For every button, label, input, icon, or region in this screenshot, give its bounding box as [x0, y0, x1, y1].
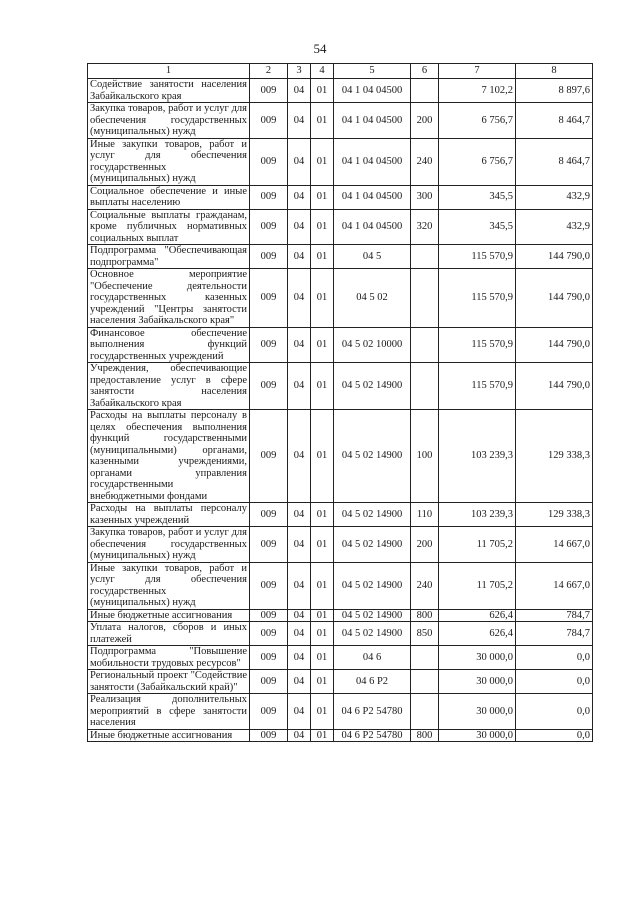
row-name-cell: Иные закупки товаров, работ и услуг для обеспечения государственных (муниципальных) нужд — [88, 138, 250, 185]
expense-type-cell: 200 — [411, 103, 439, 139]
subsection-cell: 01 — [311, 670, 334, 694]
admin-code-cell: 009 — [250, 609, 288, 622]
table-row — [88, 103, 593, 139]
amount-year2-cell: 432,9 — [516, 185, 593, 209]
admin-code-cell: 009 — [250, 138, 288, 185]
target-article-cell: 04 1 04 04500 — [334, 209, 411, 245]
row-name-cell: Содействие занятости населения Забайкальского края — [88, 79, 250, 103]
expense-type-cell — [411, 363, 439, 410]
expense-type-cell: 100 — [411, 410, 439, 503]
amount-year2-cell: 0,0 — [516, 694, 593, 730]
amount-year1-cell: 30 000,0 — [439, 646, 516, 670]
table-row — [88, 622, 593, 646]
amount-year2-cell: 129 338,3 — [516, 410, 593, 503]
subsection-cell: 01 — [311, 527, 334, 563]
table-row — [88, 670, 593, 694]
row-name-cell: Подпрограмма "Повышение мобильности трудовых ресурсов" — [88, 646, 250, 670]
subsection-cell: 01 — [311, 410, 334, 503]
budget-table — [87, 63, 593, 742]
admin-code-cell: 009 — [250, 363, 288, 410]
target-article-cell: 04 5 02 14900 — [334, 410, 411, 503]
row-name-cell: Закупка товаров, работ и услуг для обеспечения государственных (муниципальных) нужд — [88, 103, 250, 139]
amount-year1-cell: 11 705,2 — [439, 527, 516, 563]
amount-year1-cell: 345,5 — [439, 209, 516, 245]
target-article-cell: 04 5 02 14900 — [334, 622, 411, 646]
admin-code-cell: 009 — [250, 269, 288, 328]
subsection-cell: 01 — [311, 622, 334, 646]
column-header: 1 — [88, 64, 250, 79]
amount-year1-cell: 115 570,9 — [439, 269, 516, 328]
table-row — [88, 694, 593, 730]
target-article-cell: 04 5 — [334, 245, 411, 269]
expense-type-cell — [411, 245, 439, 269]
section-cell: 04 — [288, 103, 311, 139]
amount-year2-cell: 144 790,0 — [516, 327, 593, 363]
target-article-cell: 04 5 02 14900 — [334, 609, 411, 622]
section-cell: 04 — [288, 694, 311, 730]
table-row — [88, 410, 593, 503]
expense-type-cell: 200 — [411, 527, 439, 563]
amount-year2-cell: 144 790,0 — [516, 363, 593, 410]
row-name-cell: Финансовое обеспечение выполнения функций государственных учреждений — [88, 327, 250, 363]
target-article-cell: 04 1 04 04500 — [334, 185, 411, 209]
section-cell: 04 — [288, 503, 311, 527]
section-cell: 04 — [288, 609, 311, 622]
amount-year1-cell: 30 000,0 — [439, 729, 516, 742]
row-name-cell: Региональный проект "Содействие занятости (Забайкальский край)" — [88, 670, 250, 694]
target-article-cell: 04 1 04 04500 — [334, 79, 411, 103]
amount-year1-cell: 6 756,7 — [439, 103, 516, 139]
admin-code-cell: 009 — [250, 185, 288, 209]
subsection-cell: 01 — [311, 729, 334, 742]
target-article-cell: 04 6 P2 — [334, 670, 411, 694]
subsection-cell: 01 — [311, 503, 334, 527]
table-row — [88, 209, 593, 245]
amount-year1-cell: 345,5 — [439, 185, 516, 209]
row-name-cell: Уплата налогов, сборов и иных платежей — [88, 622, 250, 646]
expense-type-cell: 850 — [411, 622, 439, 646]
column-header: 3 — [288, 64, 311, 79]
row-name-cell: Учреждения, обеспечивающие предоставление услуг в сфере занятости населения Забайкальского края — [88, 363, 250, 410]
section-cell: 04 — [288, 138, 311, 185]
amount-year2-cell: 129 338,3 — [516, 503, 593, 527]
subsection-cell: 01 — [311, 609, 334, 622]
amount-year2-cell: 14 667,0 — [516, 562, 593, 609]
amount-year1-cell: 115 570,9 — [439, 245, 516, 269]
admin-code-cell: 009 — [250, 327, 288, 363]
amount-year1-cell: 6 756,7 — [439, 138, 516, 185]
expense-type-cell: 800 — [411, 609, 439, 622]
row-name-cell: Иные бюджетные ассигнования — [88, 729, 250, 742]
admin-code-cell: 009 — [250, 729, 288, 742]
subsection-cell: 01 — [311, 245, 334, 269]
target-article-cell: 04 5 02 14900 — [334, 527, 411, 563]
subsection-cell: 01 — [311, 694, 334, 730]
amount-year2-cell: 144 790,0 — [516, 245, 593, 269]
row-name-cell: Закупка товаров, работ и услуг для обеспечения государственных (муниципальных) нужд — [88, 527, 250, 563]
admin-code-cell: 009 — [250, 670, 288, 694]
table-row — [88, 562, 593, 609]
row-name-cell: Расходы на выплаты персоналу в целях обеспечения выполнения функций государственными (муниципальными) органами, казенными учреждениями, органами управления государственными внебюджетными фондами — [88, 410, 250, 503]
column-header: 6 — [411, 64, 439, 79]
expense-type-cell — [411, 79, 439, 103]
subsection-cell: 01 — [311, 327, 334, 363]
row-name-cell: Социальное обеспечение и иные выплаты населению — [88, 185, 250, 209]
table-row — [88, 503, 593, 527]
table-row — [88, 646, 593, 670]
admin-code-cell: 009 — [250, 79, 288, 103]
expense-type-cell — [411, 327, 439, 363]
subsection-cell: 01 — [311, 209, 334, 245]
section-cell: 04 — [288, 729, 311, 742]
table-row — [88, 527, 593, 563]
amount-year1-cell: 7 102,2 — [439, 79, 516, 103]
row-name-cell: Иные закупки товаров, работ и услуг для обеспечения государственных (муниципальных) нужд — [88, 562, 250, 609]
admin-code-cell: 009 — [250, 103, 288, 139]
section-cell: 04 — [288, 670, 311, 694]
subsection-cell: 01 — [311, 103, 334, 139]
subsection-cell: 01 — [311, 138, 334, 185]
admin-code-cell: 009 — [250, 410, 288, 503]
expense-type-cell — [411, 646, 439, 670]
admin-code-cell: 009 — [250, 646, 288, 670]
amount-year2-cell: 8 897,6 — [516, 79, 593, 103]
amount-year1-cell: 103 239,3 — [439, 410, 516, 503]
row-name-cell: Социальные выплаты гражданам, кроме публичных нормативных социальных выплат — [88, 209, 250, 245]
admin-code-cell: 009 — [250, 694, 288, 730]
section-cell: 04 — [288, 410, 311, 503]
row-name-cell: Расходы на выплаты персоналу казенных учреждений — [88, 503, 250, 527]
target-article-cell: 04 5 02 14900 — [334, 363, 411, 410]
expense-type-cell — [411, 670, 439, 694]
target-article-cell: 04 6 — [334, 646, 411, 670]
expense-type-cell — [411, 269, 439, 328]
table-row — [88, 138, 593, 185]
section-cell: 04 — [288, 527, 311, 563]
subsection-cell: 01 — [311, 79, 334, 103]
amount-year1-cell: 115 570,9 — [439, 363, 516, 410]
amount-year2-cell: 8 464,7 — [516, 138, 593, 185]
amount-year2-cell: 14 667,0 — [516, 527, 593, 563]
column-header: 2 — [250, 64, 288, 79]
expense-type-cell: 320 — [411, 209, 439, 245]
table-row — [88, 327, 593, 363]
target-article-cell: 04 1 04 04500 — [334, 138, 411, 185]
expense-type-cell: 800 — [411, 729, 439, 742]
amount-year1-cell: 103 239,3 — [439, 503, 516, 527]
target-article-cell: 04 5 02 14900 — [334, 503, 411, 527]
amount-year2-cell: 0,0 — [516, 670, 593, 694]
section-cell: 04 — [288, 185, 311, 209]
amount-year2-cell: 0,0 — [516, 729, 593, 742]
section-cell: 04 — [288, 209, 311, 245]
amount-year1-cell: 626,4 — [439, 609, 516, 622]
amount-year1-cell: 30 000,0 — [439, 694, 516, 730]
section-cell: 04 — [288, 79, 311, 103]
table-row — [88, 79, 593, 103]
subsection-cell: 01 — [311, 363, 334, 410]
subsection-cell: 01 — [311, 185, 334, 209]
section-cell: 04 — [288, 269, 311, 328]
amount-year2-cell: 432,9 — [516, 209, 593, 245]
section-cell: 04 — [288, 646, 311, 670]
page-number: 54 — [313, 41, 327, 56]
amount-year2-cell: 784,7 — [516, 622, 593, 646]
expense-type-cell: 240 — [411, 138, 439, 185]
table-row — [88, 609, 593, 622]
column-header: 5 — [334, 64, 411, 79]
section-cell: 04 — [288, 363, 311, 410]
subsection-cell: 01 — [311, 269, 334, 328]
admin-code-cell: 009 — [250, 209, 288, 245]
table-row — [88, 245, 593, 269]
section-cell: 04 — [288, 622, 311, 646]
amount-year2-cell: 0,0 — [516, 646, 593, 670]
section-cell: 04 — [288, 245, 311, 269]
admin-code-cell: 009 — [250, 503, 288, 527]
target-article-cell: 04 5 02 10000 — [334, 327, 411, 363]
admin-code-cell: 009 — [250, 527, 288, 563]
expense-type-cell — [411, 694, 439, 730]
target-article-cell: 04 6 P2 54780 — [334, 729, 411, 742]
amount-year2-cell: 144 790,0 — [516, 269, 593, 328]
target-article-cell: 04 5 02 — [334, 269, 411, 328]
column-header: 4 — [311, 64, 334, 79]
amount-year1-cell: 11 705,2 — [439, 562, 516, 609]
column-header: 8 — [516, 64, 593, 79]
row-name-cell: Основное мероприятие "Обеспечение деятельности государственных казенных учреждений "Центры занятости населения Забайкальского края" — [88, 269, 250, 328]
table-row — [88, 185, 593, 209]
amount-year1-cell: 626,4 — [439, 622, 516, 646]
admin-code-cell: 009 — [250, 562, 288, 609]
table-row — [88, 729, 593, 742]
amount-year1-cell: 30 000,0 — [439, 670, 516, 694]
amount-year2-cell: 784,7 — [516, 609, 593, 622]
expense-type-cell: 240 — [411, 562, 439, 609]
row-name-cell: Реализация дополнительных мероприятий в сфере занятости населения — [88, 694, 250, 730]
amount-year2-cell: 8 464,7 — [516, 103, 593, 139]
target-article-cell: 04 1 04 04500 — [334, 103, 411, 139]
section-cell: 04 — [288, 562, 311, 609]
row-name-cell: Подпрограмма "Обеспечивающая подпрограмма" — [88, 245, 250, 269]
column-header: 7 — [439, 64, 516, 79]
target-article-cell: 04 6 P2 54780 — [334, 694, 411, 730]
table-row — [88, 363, 593, 410]
admin-code-cell: 009 — [250, 622, 288, 646]
table-body — [88, 79, 593, 742]
table-row — [88, 269, 593, 328]
expense-type-cell: 110 — [411, 503, 439, 527]
amount-year1-cell: 115 570,9 — [439, 327, 516, 363]
admin-code-cell: 009 — [250, 245, 288, 269]
target-article-cell: 04 5 02 14900 — [334, 562, 411, 609]
table-header-row — [88, 64, 593, 79]
subsection-cell: 01 — [311, 562, 334, 609]
section-cell: 04 — [288, 327, 311, 363]
expense-type-cell: 300 — [411, 185, 439, 209]
row-name-cell: Иные бюджетные ассигнования — [88, 609, 250, 622]
subsection-cell: 01 — [311, 646, 334, 670]
